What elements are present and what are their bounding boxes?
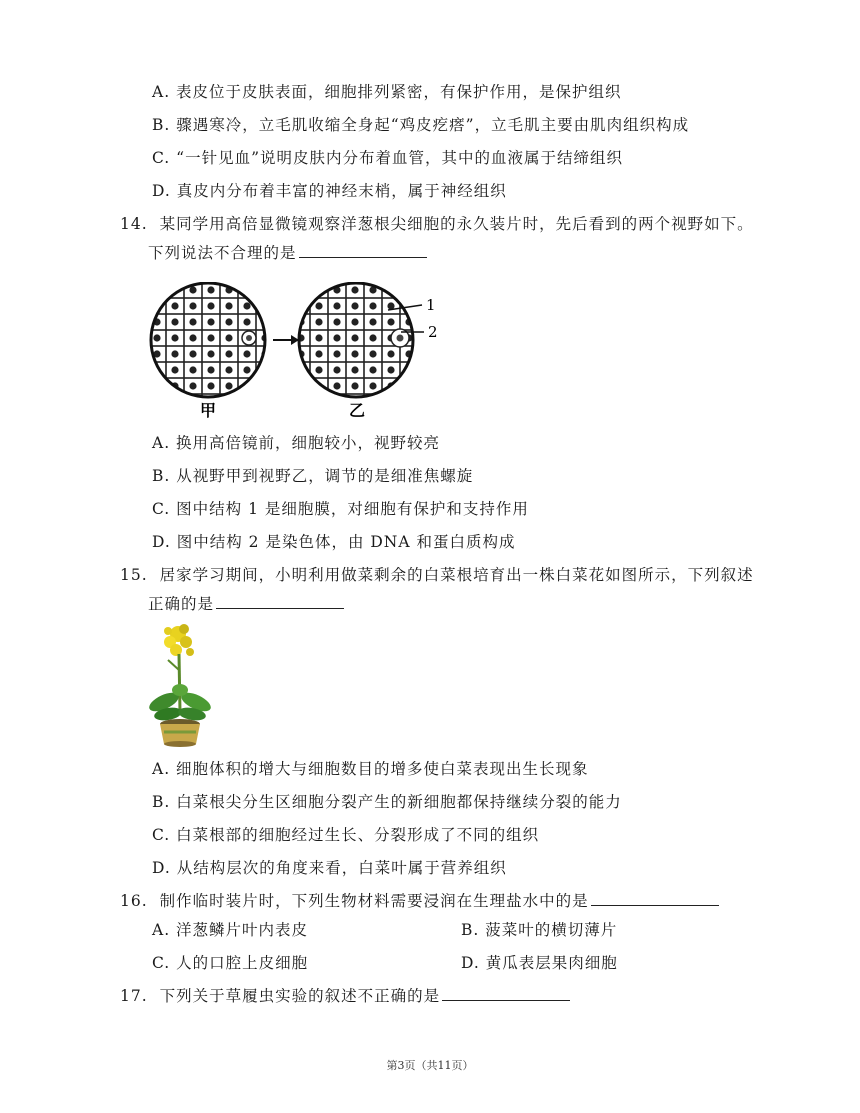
label-yi: 乙 xyxy=(349,401,366,420)
arrow-icon xyxy=(273,335,299,345)
q14-option-b: B. 从视野甲到视野乙，调节的是细准焦螺旋 xyxy=(152,467,474,485)
pointer-label-2: 2 xyxy=(428,323,438,341)
answer-blank xyxy=(591,891,719,906)
q16-option-b: B. 菠菜叶的横切薄片 xyxy=(461,921,618,939)
q14-option-a: A. 换用高倍镜前，细胞较小，视野较亮 xyxy=(152,434,441,452)
q14-number: 14. xyxy=(120,215,148,233)
answer-blank xyxy=(442,986,570,1001)
q15-stem-line2 xyxy=(148,594,344,614)
q15-option-b: B. 白菜根尖分生区细胞分裂产生的新细胞都保持继续分裂的能力 xyxy=(152,793,622,811)
page-footer: 第3页（共11页） xyxy=(386,1059,474,1072)
q14-option-d: D. 图中结构 2 是染色体，由 DNA 和蛋白质构成 xyxy=(152,533,516,551)
cabbage-flower-image xyxy=(146,620,216,750)
flower-pot xyxy=(160,719,200,747)
q17-stem-text: 下列关于草履虫实验的叙述不正确的是 xyxy=(159,987,441,1005)
q15-stem-text-2: 正确的是 xyxy=(148,595,215,613)
pointer-label-1: 1 xyxy=(426,296,436,314)
q16-number: 16. xyxy=(120,892,148,910)
q15-option-d: D. 从结构层次的角度来看，白菜叶属于营养组织 xyxy=(152,859,507,877)
view-right-circle xyxy=(298,282,420,400)
view-left-circle xyxy=(148,282,270,400)
q15-number: 15. xyxy=(120,566,148,584)
q15-stem-line1 xyxy=(120,565,754,585)
q14-stem-line2 xyxy=(148,243,427,263)
microscope-views-figure xyxy=(148,282,448,420)
q15-stem-text: 居家学习期间，小明利用做菜剩余的白菜根培育出一株白菜花如图所示，下列叙述 xyxy=(159,566,754,584)
q15-option-a: A. 细胞体积的增大与细胞数目的增多使白菜表现出生长现象 xyxy=(152,760,589,778)
q14-stem-text-2: 下列说法不合理的是 xyxy=(148,244,297,262)
answer-blank xyxy=(216,594,344,609)
q16-stem xyxy=(120,891,719,911)
answer-blank xyxy=(299,243,427,258)
q14-stem-line1 xyxy=(120,214,754,234)
q13-option-b: B. 骤遇寒冷，立毛肌收缩全身起“鸡皮疙瘩”，立毛肌主要由肌肉组织构成 xyxy=(152,116,690,134)
q17-stem xyxy=(120,986,570,1006)
q16-option-d: D. 黄瓜表层果肉细胞 xyxy=(461,954,618,972)
q13-option-c: C. “一针见血”说明皮肤内分布着血管，其中的血液属于结缔组织 xyxy=(152,149,624,167)
label-jia: 甲 xyxy=(200,401,217,420)
flower-cluster xyxy=(164,624,194,656)
q16-option-a: A. 洋葱鳞片叶内表皮 xyxy=(152,921,309,939)
q16-stem-text: 制作临时装片时，下列生物材料需要浸润在生理盐水中的是 xyxy=(159,892,589,910)
q15-option-c: C. 白菜根部的细胞经过生长、分裂形成了不同的组织 xyxy=(152,826,540,844)
q13-option-d: D. 真皮内分布着丰富的神经末梢，属于神经组织 xyxy=(152,182,507,200)
q14-stem-text: 某同学用高倍显微镜观察洋葱根尖细胞的永久装片时，先后看到的两个视野如下。 xyxy=(159,215,754,233)
q14-option-c: C. 图中结构 1 是细胞膜，对细胞有保护和支持作用 xyxy=(152,500,529,518)
q16-option-c: C. 人的口腔上皮细胞 xyxy=(152,954,309,972)
q13-option-a: A. 表皮位于皮肤表面，细胞排列紧密，有保护作用，是保护组织 xyxy=(152,83,622,101)
q17-number: 17. xyxy=(120,987,148,1005)
